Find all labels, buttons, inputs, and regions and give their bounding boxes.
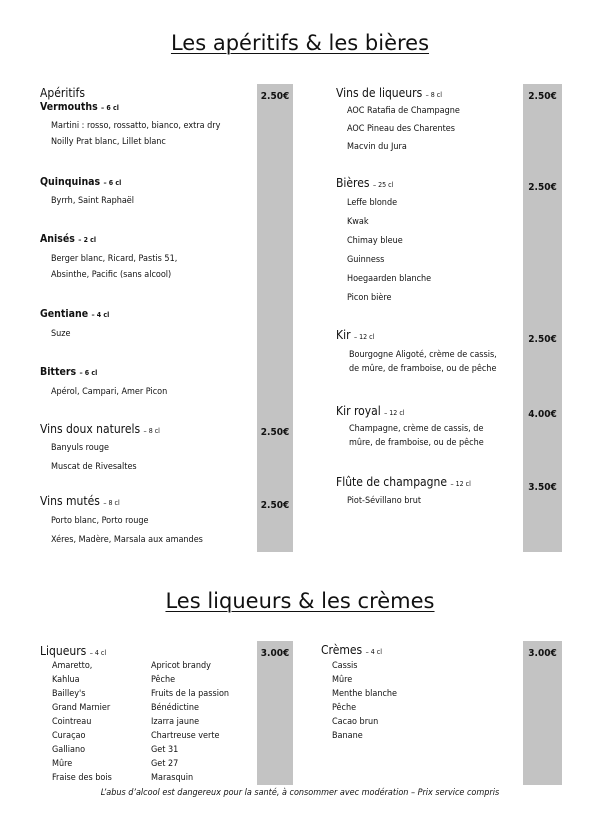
section-name: Vins doux naturels	[40, 422, 141, 436]
section-name: Bitters	[40, 366, 77, 378]
section-vins-liqueurs	[336, 86, 556, 156]
list-item: Curaçao	[52, 731, 86, 741]
list-item: Get 27	[151, 759, 179, 769]
price-kir: 2.50€	[528, 334, 557, 345]
price-flute: 3.50€	[528, 482, 557, 493]
list-item: Mûre	[52, 759, 73, 769]
list-item: Banyuls rouge	[51, 443, 109, 453]
list-item: Leffe blonde	[347, 198, 398, 208]
list-item: Bailley's	[52, 689, 86, 699]
list-item: Martini : rosso, rossatto, bianco, extra dry	[51, 121, 221, 131]
list-item: Pêche	[151, 675, 176, 685]
list-item: Chimay bleue	[347, 236, 403, 246]
cremes-price-column	[523, 641, 562, 785]
left-price-column	[257, 84, 293, 552]
volume: – 2 cl	[78, 236, 97, 244]
price-cremes: 3.00€	[528, 648, 557, 659]
list-item: Kwak	[347, 217, 369, 227]
footer-disclaimer: L’abus d’alcool est dangereux pour la santé, à consommer avec modération – Prix service compris	[100, 788, 500, 798]
section-gentiane	[40, 307, 260, 342]
section-anises	[40, 232, 260, 283]
list-item: Banane	[332, 731, 363, 741]
list-item: Mûre	[332, 675, 353, 685]
list-item: Piot-Sévillano brut	[347, 496, 422, 506]
section-kir-royal	[336, 404, 556, 450]
section-name: Crèmes	[321, 643, 363, 657]
volume: – 4 cl	[89, 649, 107, 657]
list-item: Get 31	[151, 745, 179, 755]
list-item: Champagne, crème de cassis, de mûre, de framboise, ou de pêche	[349, 424, 484, 448]
list-item: Apricot brandy	[151, 661, 211, 671]
list-item: Byrrh, Saint Raphaël	[51, 196, 135, 206]
list-item: Berger blanc, Ricard, Pastis 51,	[51, 254, 178, 264]
section-kir	[336, 328, 556, 376]
section-name: Anisés	[40, 233, 75, 245]
section-flute	[336, 475, 556, 509]
section-name: Kir	[336, 328, 351, 342]
list-item: Picon bière	[347, 293, 392, 303]
section-name: Gentiane	[40, 308, 89, 320]
section-vermouths	[40, 100, 260, 150]
list-item: Cacao brun	[332, 717, 379, 727]
aperitifs-title: Les apéritifs & les bières	[170, 31, 430, 55]
section-bitters	[40, 365, 260, 400]
price-kir-royal: 4.00€	[528, 409, 557, 420]
section-name: Quinquinas	[40, 176, 101, 188]
liqueurs-title: Les liqueurs & les crèmes	[165, 589, 435, 613]
list-item: Cassis	[332, 661, 358, 671]
price-liqueurs: 3.00€	[260, 648, 290, 659]
list-item: Kahlua	[52, 675, 80, 685]
list-item: Bénédictine	[151, 703, 200, 713]
section-title	[40, 100, 260, 115]
liqueurs-list-col1	[52, 659, 112, 785]
section-name: Vins de liqueurs	[336, 86, 423, 100]
price-vins-doux: 2.50€	[260, 427, 290, 438]
section-vins-doux	[40, 422, 260, 477]
volume: – 8 cl	[143, 427, 160, 435]
section-vins-mutes	[40, 494, 260, 550]
list-item: Chartreuse verte	[151, 731, 220, 741]
volume: – 12 cl	[450, 480, 471, 488]
section-liqueurs-title	[40, 644, 106, 660]
list-item: Menthe blanche	[332, 689, 398, 699]
section-cremes-title	[321, 643, 382, 659]
section-name: Flûte de champagne	[336, 475, 448, 489]
volume: – 8 cl	[103, 499, 120, 507]
cremes-list	[332, 659, 397, 743]
list-item: Grand Marnier	[52, 703, 111, 713]
list-item: Noilly Prat blanc, Lillet blanc	[51, 137, 166, 147]
section-name: Vermouths	[40, 101, 98, 113]
volume: – 12 cl	[384, 409, 405, 417]
price-aperitifs: 2.50€	[260, 91, 290, 102]
section-name: Liqueurs	[40, 644, 87, 658]
list-item: Galliano	[52, 745, 86, 755]
volume: – 6 cl	[103, 179, 122, 187]
list-item: Fraise des bois	[52, 773, 112, 783]
list-item: AOC Pineau des Charentes	[347, 124, 455, 134]
list-item: Fruits de la passion	[151, 689, 230, 699]
volume: – 6 cl	[79, 369, 98, 377]
list-item: Amaretto,	[52, 661, 93, 671]
list-item: Macvin du Jura	[347, 142, 407, 152]
section-bieres	[336, 176, 556, 308]
list-item: Muscat de Rivesaltes	[51, 462, 137, 472]
list-item: Izarra jaune	[151, 717, 200, 727]
list-item: Apérol, Campari, Amer Picon	[51, 387, 168, 397]
price-vins-liqueurs: 2.50€	[528, 91, 557, 102]
list-item: AOC Ratafia de Champagne	[347, 106, 460, 116]
volume: – 6 cl	[101, 104, 119, 112]
section-name: Vins mutés	[40, 494, 100, 508]
list-item: Guinness	[347, 255, 385, 265]
volume: – 12 cl	[353, 333, 375, 341]
section-aperitifs-heading: Apéritifs	[40, 86, 85, 100]
list-item: Marasquin	[151, 773, 194, 783]
list-item: Xéres, Madère, Marsala aux amandes	[51, 535, 203, 545]
section-name: Kir royal	[336, 404, 381, 418]
price-vins-mutes: 2.50€	[260, 500, 290, 511]
volume: – 4 cl	[91, 311, 110, 319]
list-item: Hoegaarden blanche	[347, 274, 432, 284]
list-item: Suze	[51, 329, 71, 339]
price-bieres: 2.50€	[528, 182, 557, 193]
liqueurs-list-col2	[151, 659, 229, 785]
list-item: Pêche	[332, 703, 357, 713]
list-item: Cointreau	[52, 717, 92, 727]
liqueurs-price-column	[257, 641, 293, 785]
volume: – 4 cl	[365, 648, 382, 656]
volume: – 8 cl	[425, 91, 443, 99]
section-name: Bières	[336, 176, 370, 190]
list-item: Bourgogne Aligoté, crème de cassis, de mûre, de framboise, ou de pêche	[349, 350, 497, 374]
list-item: Porto blanc, Porto rouge	[51, 516, 149, 526]
volume: – 25 cl	[372, 181, 394, 189]
section-quinquinas	[40, 175, 260, 209]
list-item: Absinthe, Pacific (sans alcool)	[51, 270, 172, 280]
